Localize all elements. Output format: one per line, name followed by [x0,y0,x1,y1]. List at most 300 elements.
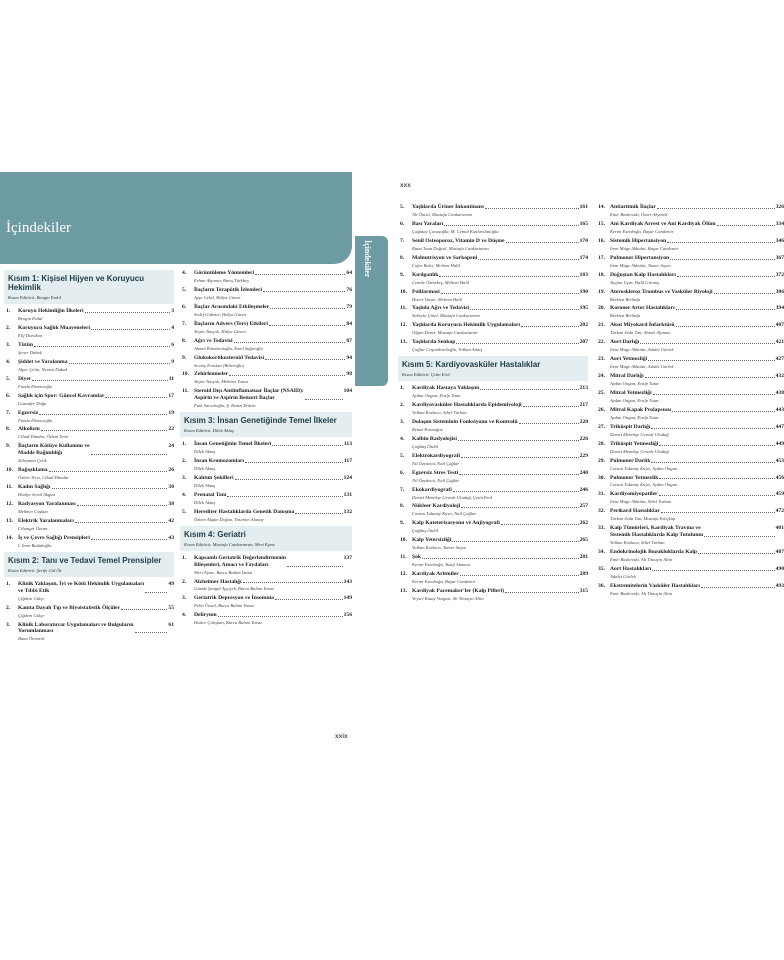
entry-authors: Adalet Gürlek [610,574,636,579]
toc-entry[interactable] [598,238,784,252]
entry-body [610,508,784,522]
toc-entry[interactable] [6,308,174,322]
toc-entry[interactable] [6,410,174,424]
toc-entry[interactable] [400,487,588,501]
toc-entry[interactable] [400,588,588,602]
dot-leader [714,289,775,294]
dot-leader [651,424,774,429]
entry-title: Glukokortikosteroid Tedavisi [194,354,264,361]
dot-leader [648,356,774,361]
entry-page: 9 [171,358,174,365]
entry-body [18,443,174,464]
dot-leader [75,518,168,523]
entry-title: Kardiyomiyopatiler [610,491,658,498]
entry-title-line [610,491,784,498]
toc-entry[interactable] [182,371,352,385]
entry-page: 265 [579,537,588,544]
entry-number: 2. [6,604,11,611]
toc-entry[interactable] [598,305,784,319]
entry-authors: Pelin Ünsal, Burcu Balam Yavuz [194,603,255,609]
entry-title-line [610,356,784,363]
entry-page: 42 [168,517,174,524]
dot-leader [480,385,578,390]
toc-entry[interactable] [6,535,174,549]
entry-page: 281 [579,554,588,561]
toc-entry[interactable] [182,595,352,609]
toc-entry[interactable] [6,325,174,339]
entry-number: 9. [182,354,187,361]
toc-entry[interactable] [182,458,352,472]
toc-entry[interactable] [182,270,352,284]
toc-entry[interactable] [400,554,588,568]
entry-authors: Volkan Kozluca, Sibel Turhan [610,540,665,546]
entry-body [610,475,784,489]
toc-entry[interactable] [598,508,784,522]
contents-banner [0,172,352,264]
entry-title-line [194,355,352,362]
dot-leader [263,287,345,292]
entry-page: 229 [579,452,588,459]
entry-title: Klinik Laboratuvar Uygulamaları ve Bulguların Yorumlanması [18,621,134,635]
entry-title-line [412,453,588,460]
toc-entry[interactable] [598,204,784,218]
entry-page: 76 [346,286,352,293]
toc-entry[interactable] [400,221,588,235]
toc-entry[interactable] [6,605,174,619]
entry-number: 11. [6,484,13,491]
entry-body [610,566,784,580]
entry-page: 3 [171,308,174,315]
entry-body [18,393,174,407]
toc-entry[interactable] [598,289,784,303]
entry-number: 16. [598,237,605,244]
entry-body [412,520,588,534]
entry-body [18,581,174,602]
entry-title: Yaşlılarda Senkop [412,339,456,346]
entry-page: 257 [579,503,588,510]
toc-entry[interactable] [182,355,352,369]
toc-entry[interactable] [6,467,174,481]
entry-authors: Volkan Kozluca, Tamer Sayın [412,545,466,551]
toc-entry[interactable] [598,356,784,370]
toc-entry[interactable] [6,426,174,440]
toc-entry[interactable] [598,424,784,438]
entry-title: Kalp Tümörleri, Kardiyak Travma ve Sistemik Hastalıklarda Kalp Tutulumu [610,525,704,539]
dot-leader [269,321,346,326]
dot-leader [717,221,775,226]
entry-number: 18. [598,271,605,278]
toc-entry[interactable] [182,338,352,352]
entry-number: 13. [6,517,13,524]
entry-title-line [194,492,352,499]
entry-number: 8. [182,337,187,344]
entry-authors: Kerim Esenboğa, Başar Candemir [610,228,674,234]
entry-title: Kalp Kateterizasyonu ve Anjiyografi [412,520,500,527]
entry-authors: Şener Dabak [18,349,42,355]
entry-title: Yaşlıda Ağrı ve Tedavisi [412,305,470,312]
dot-leader [69,359,171,364]
entry-page: 487 [775,549,784,556]
entry-body [412,305,588,319]
entry-body [610,390,784,404]
dot-leader [105,393,167,398]
entry-page: 202 [579,322,588,329]
entry-title-line [18,426,174,433]
entry-page: 170 [579,237,588,244]
entry-body [412,289,588,303]
entry-body [610,221,784,235]
toc-entry[interactable] [182,321,352,335]
entry-number: 20. [598,305,605,312]
dot-leader [218,612,343,617]
toc-entry[interactable] [598,255,784,269]
entry-page: 117 [343,458,352,465]
section-header [180,526,352,551]
entry-body [194,388,352,409]
entry-authors: Elif Durukan [18,333,43,338]
toc-entry[interactable] [598,407,784,421]
entry-title: Ekstremitelerin Vasküler Hastalıkları [610,582,700,589]
entry-title: Diyet [18,375,31,382]
entry-title: Sağlık için Spor: Güncel Kavramlar [18,392,105,399]
dot-leader [676,305,775,310]
toc-entry[interactable] [400,453,588,467]
toc-entry[interactable] [6,376,174,390]
entry-body [412,453,588,467]
toc-entry[interactable] [6,484,174,498]
toc-entry[interactable] [6,393,174,407]
entry-body [412,436,588,450]
entry-title-line [412,289,588,296]
toc-entry[interactable] [400,520,588,534]
entry-title: Bası Yaraları [412,220,444,227]
entry-title-line [610,373,784,380]
entry-number: 6. [182,303,187,310]
toc-entry[interactable] [400,255,588,269]
entry-number: 4. [6,358,11,365]
entry-title: Prenatal Tanı [194,491,227,498]
entry-page: 315 [579,587,588,594]
entry-page: 326 [775,204,784,210]
entry-page: 113 [343,441,352,448]
entry-body [610,525,784,546]
toc-entry[interactable] [182,612,352,626]
entry-title-line [194,270,352,277]
dot-leader [255,270,345,275]
toc-entry[interactable] [6,443,174,464]
entry-authors: Çağlar Coşarderelioğlu, Volkan Atmış [412,347,483,353]
entry-body [194,338,352,352]
entry-title-line [18,376,174,383]
dot-leader [422,554,579,559]
entry-title-line [18,410,174,417]
toc-entry[interactable] [182,475,352,489]
entry-body [194,492,352,506]
entry-number: 27. [598,423,605,430]
entry-title-line [194,475,352,482]
entry-title: Kardiyak Hastaya Yaklaşım [412,385,480,392]
entry-title-line [412,503,588,510]
toc-entry[interactable] [182,509,352,523]
dot-leader [85,308,171,313]
entry-title: Kalbin Radyolojisi [412,435,457,442]
toc-entry[interactable] [400,419,588,433]
dot-leader [444,221,578,226]
entry-authors: Nil Özyüncü, Nail Çağlar [412,477,460,483]
dot-leader [52,484,168,489]
entry-title-line [412,221,588,228]
entry-body [412,571,588,585]
entry-body [610,204,784,218]
entry-number: 7. [400,486,405,493]
entry-title-line [412,520,588,527]
entry-number: 9. [400,520,405,527]
entry-title-line [412,339,588,346]
section-editor: Kısım Editörü: Çetin Erol [402,372,450,378]
entry-title-line [18,359,174,366]
toc-entry[interactable] [400,204,588,218]
dot-leader [243,579,343,584]
toc-entry[interactable] [182,555,352,576]
entry-page: 493 [775,582,784,589]
toc-entry[interactable] [598,525,784,546]
entry-authors: Berkten Berkalp [610,313,640,319]
entry-number: 36. [598,582,605,589]
toc-entry[interactable] [400,571,588,585]
entry-title-line [194,509,352,516]
entry-authors: Erhan Akpınar, Barış Türkbey [194,277,250,283]
toc-entry[interactable] [400,305,588,319]
dot-leader [659,491,775,496]
dot-leader [39,410,167,415]
dot-leader [461,453,579,458]
entry-authors: Cansın Tulunay Kaya, Nail Çağlar [412,511,477,517]
toc-entry[interactable] [6,342,174,356]
entry-page: 262 [579,520,588,527]
toc-entry[interactable] [598,475,784,489]
toc-entry[interactable] [400,238,588,252]
dot-leader [234,338,346,343]
entry-title-line [610,339,784,346]
side-tab [355,236,388,386]
entry-page: 449 [775,440,784,447]
entry-body [412,588,588,602]
entry-number: 30. [598,474,605,481]
entry-number: 34. [598,549,605,556]
entry-title: İnsan Genetiğinin Temel İlkeleri [194,441,272,448]
entry-authors: Aydan Ongun, Eralp Tutar [412,393,462,399]
entry-authors: Remzi Karaoğuz [412,426,443,432]
toc-entry[interactable] [400,322,588,336]
entry-number: 7. [182,320,187,327]
entry-page: 131 [343,491,352,498]
entry-title: Malnutrisyon ve Sarkopeni [412,254,478,261]
toc-entry[interactable] [400,339,588,353]
toc-entry[interactable] [400,436,588,450]
entry-title: Elektrokardiyografi [412,452,461,459]
entry-title-line [194,612,352,619]
entry-number: 11. [182,388,189,395]
toc-entry[interactable] [400,537,588,551]
entry-body [412,272,588,286]
entry-number: 5. [182,508,187,515]
toc-entry[interactable] [6,581,174,602]
entry-title: Sistemik Hipertansiyon [610,237,667,244]
entry-title-line [412,537,588,544]
entry-title: İlaçların Kötüye Kullanımı ve Madde Bağımlılığı [18,443,90,457]
entry-number: 6. [400,220,405,227]
toc-entry[interactable] [400,289,588,303]
dot-leader [135,622,168,634]
toc-entry[interactable] [598,583,784,597]
entry-page: 453 [775,457,784,464]
dot-leader [672,407,774,412]
toc-entry[interactable] [598,339,784,353]
toc-entry[interactable] [182,388,352,409]
dot-leader [34,342,170,347]
entry-authors: Veysel Kutay Vurgun, Ali Timuçin Altın [412,595,484,601]
entry-authors: Hacer Varan, Meltem Halil [412,296,463,302]
dot-leader [485,204,579,209]
entry-body [194,555,352,576]
toc-entry[interactable] [182,287,352,301]
toc-entry[interactable] [182,579,352,593]
entry-page: 94 [346,354,352,361]
entry-authors: Alper Çetin, Nevzat Dabak [18,366,68,372]
toc-entry[interactable] [598,221,784,235]
toc-entry[interactable] [182,441,352,455]
toc-entry[interactable] [598,322,784,336]
entry-title-line [18,467,174,474]
toc-entry[interactable] [182,304,352,318]
entry-number: 3. [182,595,187,602]
toc-entry[interactable] [598,491,784,505]
entry-title: Kanıta Dayalı Tıp ve Biyoistatistik Ölçüler [18,604,120,611]
toc-entry[interactable] [400,470,588,484]
entry-authors: Emir Baskovski, Ömer Akyürek [610,211,668,217]
entry-page: 165 [579,220,588,227]
entry-page: 149 [343,595,352,602]
toc-column-4 [598,204,784,600]
entry-body [610,407,784,421]
entry-authors: Bengin Erdal [18,316,43,322]
toc-entry[interactable] [6,622,174,643]
entry-number: 1. [182,441,187,448]
toc-entry[interactable] [6,359,174,373]
entry-number: 8. [6,426,11,433]
entry-title: Alkolizm [18,426,40,433]
entry-page: 22 [168,426,174,433]
entry-body [194,321,352,335]
entry-number: 15. [598,220,605,227]
entry-number: 2. [182,458,187,465]
entry-authors: Demet Menekşe Gerede Uludağ [610,431,669,437]
section-title: Kısım 5: Kardiyovasküler Hastalıklar [402,360,541,370]
section-title: Kısım 4: Geriatri [184,529,246,539]
toc-entry[interactable] [400,402,588,416]
entry-body [18,467,174,481]
entry-body [610,373,784,387]
entry-title: Dolaşım Sisteminin Fonksiyonu ve Kontrolü [412,418,518,425]
entry-page: 447 [775,423,784,430]
entry-page: 190 [579,288,588,295]
entry-number: 9. [400,271,405,278]
entry-authors: Ali Öncül, Mustafa Cankurtaran [412,211,472,217]
toc-entry[interactable] [400,503,588,517]
entry-authors: Çağatay Çavuşoğlu, M. Cemal Kızılarslanoğlu [412,228,499,234]
entry-number: 11. [400,554,407,561]
section-editor: Kısım Editörü: Dilek Aktaş [184,428,234,434]
toc-entry[interactable] [6,518,174,532]
entry-authors: Olgun Deniz, Mustafa Cankurtaran [412,330,478,336]
toc-entry[interactable] [598,549,784,563]
dot-leader [91,443,168,455]
toc-entry[interactable] [598,390,784,404]
entry-title: Yaşlılarda Üriner İnkontinans [412,204,485,210]
entry-number: 3. [6,621,11,628]
entry-number: 10. [400,537,407,544]
entry-number: 3. [400,418,405,425]
entry-body [194,441,352,455]
entry-page: 459 [775,491,784,498]
entry-number: 4. [400,435,405,442]
entry-body [194,458,352,472]
entry-title: Polifarmasi [412,288,440,295]
toc-entry[interactable] [598,373,784,387]
dot-leader [91,325,170,330]
toc-entry[interactable] [598,272,784,286]
entry-title-line [412,571,588,578]
entry-authors: Mert Eşme, Burcu Balam Yavuz [194,569,253,575]
entry-title-line [412,385,588,392]
dot-leader [439,272,578,277]
toc-entry[interactable] [598,441,784,455]
toc-entry[interactable] [598,458,784,472]
entry-authors: Cemile Öztürkeş, Meltem Halil [412,279,470,285]
entry-body [610,289,784,303]
entry-title-line [412,419,588,426]
entry-page: 427 [775,356,784,363]
entry-page: 4 [171,325,174,332]
entry-page: 472 [775,508,784,515]
toc-entry[interactable] [400,272,588,286]
dot-leader [287,555,343,567]
toc-entry[interactable] [400,385,588,399]
toc-entry[interactable] [182,492,352,506]
section-title: Kısım 1: Kişisel Hijyen ve Koruyucu Hekimlik [8,274,145,293]
dot-leader [32,376,168,381]
entry-title: Koruyu Hekimliğin İlkeleri [18,308,84,315]
entry-authors: Gazanfer Doğu [18,400,47,406]
entry-body [194,595,352,609]
entry-page: 207 [579,339,588,346]
entry-title: Senil Osteoporoz, Vitamin D ve Düşme [412,237,505,244]
entry-title-line [610,441,784,448]
dot-leader [506,238,579,243]
entry-title-line [18,308,174,315]
entry-body [412,204,588,218]
entry-authors: Yeşim Tunçok, Mehmet Tunca [194,379,249,385]
entry-number: 2. [182,578,187,585]
entry-authors: Dilek Aktaş [194,482,216,488]
dot-leader [227,492,342,497]
toc-entry[interactable] [598,566,784,580]
entry-title: Herediter Hastalıklarda Genetik Danışma [194,508,295,515]
entry-number: 6. [6,392,11,399]
entry-authors: Özlem Terzi, Cihad Dündar [18,475,69,481]
toc-entry[interactable] [6,501,174,515]
entry-title: Klinik Yaklaşım, İyi ve Kötü Hekimlik Uygulamaları ve Tıbbi Etik [18,580,145,594]
